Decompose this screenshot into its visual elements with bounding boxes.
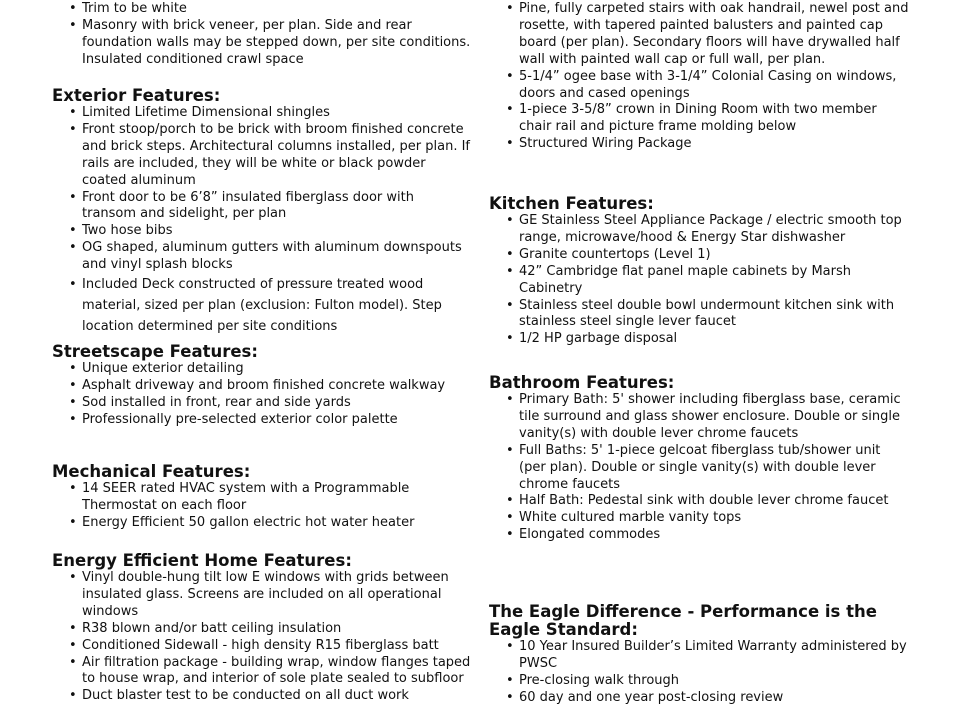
bathroom-section [489, 374, 909, 544]
feature-list [489, 639, 909, 707]
list-item: • 42” Cambridge flat panel maple cabinets by Marsh Cabinetry [506, 263, 852, 296]
list-item: • Granite countertops (Level 1) [506, 246, 711, 262]
list-item: • Pre-closing walk through [506, 672, 680, 688]
list-item: • Sod installed in front, rear and side yards [69, 394, 351, 410]
list-item: • OG shaped, aluminum gutters with aluminum downspouts and vinyl splash blocks [69, 240, 462, 273]
section-heading: Bathroom Features: [489, 373, 675, 392]
interior-continued-left [52, 1, 472, 69]
list-item: • Two hose bibs [69, 223, 173, 239]
eagle-difference-section [489, 603, 909, 707]
list-item: • Trim to be white [69, 1, 187, 16]
list-item: • Stainless steel double bowl undermount kitchen sink with stainless steel single lever faucet [506, 297, 895, 330]
section-heading: The Eagle Difference - Performance is the Eagle Standard: [489, 602, 877, 639]
list-item: • 5-1/4” ogee base with 3-1/4” Colonial Casing on windows, doors and cased openings [506, 68, 897, 101]
energy-section [52, 552, 472, 705]
list-item: • Primary Bath: 5' shower including fiberglass base, ceramic tile surround and glass shower enclosure. Double or single vanity(s) with double lever chrome faucets [506, 392, 901, 441]
section-heading: Mechanical Features: [52, 462, 251, 481]
interior-continued-right [489, 1, 909, 153]
list-item: • 1/2 HP garbage disposal [506, 331, 678, 347]
list-item: • Half Bath: Pedestal sink with double lever chrome faucet [506, 493, 889, 509]
list-item: • Elongated commodes [506, 527, 661, 543]
list-item: • Unique exterior detailing [69, 361, 244, 376]
list-item: • Masonry with brick veneer, per plan. Side and rear foundation walls may be stepped down, per site conditions. Insulated conditioned crawl space [69, 17, 471, 67]
list-item: • Included Deck constructed of pressure treated wood material, sized per plan (exclusion: Fulton model). Step location determined per site conditions [69, 277, 442, 335]
exterior-section [52, 87, 472, 337]
feature-list [52, 481, 472, 532]
list-item: • R38 blown and/or batt ceiling insulation [69, 620, 342, 636]
list-item: • Air filtration package - building wrap, window flanges taped to house wrap, and interior of sole plate sealed to subfloor [69, 654, 471, 687]
list-item: • Professionally pre-selected exterior color palette [69, 411, 398, 427]
list-item: • Full Baths: 5' 1-piece gelcoat fiberglass tub/shower unit (per plan). Double or single vanity(s) with double lever chrome faucets [506, 442, 881, 492]
list-item: • Front door to be 6’8” insulated fiberglass door with transom and sidelight, per plan [69, 189, 414, 222]
section-heading: Kitchen Features: [489, 194, 654, 213]
feature-list [489, 213, 909, 348]
mechanical-section [52, 463, 472, 532]
list-item: • Limited Lifetime Dimensional shingles [69, 105, 330, 120]
section-heading: Energy Efficient Home Features: [52, 551, 352, 570]
list-item: • Conditioned Sidewall - high density R15 fiberglass batt [69, 637, 439, 653]
list-item: • Vinyl double-hung tilt low E windows with grids between insulated glass. Screens are included on all operational windows [69, 570, 449, 619]
list-item: • 14 SEER rated HVAC system with a Programmable Thermostat on each floor [69, 481, 410, 513]
feature-list [52, 570, 472, 705]
list-item: • Front stoop/porch to be brick with broom finished concrete and brick steps. Architectural columns installed, per plan. If rails are included, they will be white or black powder coated aluminum [69, 121, 471, 188]
list-item: • Duct blaster test to be conducted on all duct work [69, 688, 409, 704]
list-item: • Structured Wiring Package [506, 136, 692, 152]
feature-list [52, 105, 472, 337]
streetscape-section [52, 343, 472, 429]
list-item: • Asphalt driveway and broom finished concrete walkway [69, 377, 446, 393]
list-item: • 10 Year Insured Builder’s Limited Warranty administered by PWSC [506, 639, 907, 671]
kitchen-section [489, 195, 909, 348]
list-item: • 60 day and one year post-closing review [506, 689, 784, 705]
feature-list [489, 392, 909, 544]
feature-list [52, 1, 472, 69]
list-item: • Pine, fully carpeted stairs with oak handrail, newel post and rosette, with tapered painted balusters and painted cap board (per plan). Secondary floors will have drywalled half wall with painted wall cap or full wall, per plan. [506, 1, 909, 67]
feature-list [52, 361, 472, 429]
list-item: • 1-piece 3-5/8” crown in Dining Room with two member chair rail and picture frame molding below [506, 102, 877, 135]
feature-list [489, 1, 909, 153]
section-heading: Streetscape Features: [52, 342, 258, 361]
section-heading: Exterior Features: [52, 86, 221, 105]
list-item: • Energy Efficient 50 gallon electric hot water heater [69, 514, 415, 530]
list-item: • GE Stainless Steel Appliance Package / electric smooth top range, microwave/hood & Energy Star dishwasher [506, 213, 902, 245]
list-item: • White cultured marble vanity tops [506, 510, 742, 526]
